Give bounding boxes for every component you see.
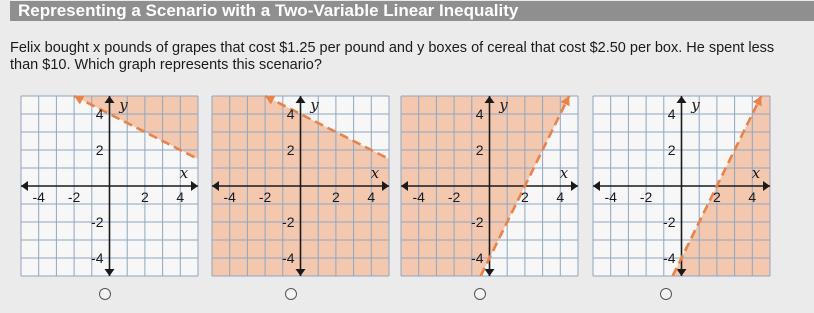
graph-option-4 (589, 92, 774, 280)
y-tick-label: -2 (91, 214, 104, 230)
y-axis-label: y (499, 96, 508, 114)
x-axis-label: x (559, 164, 569, 182)
x-tick-label: 2 (332, 189, 340, 205)
y-tick-label: 4 (475, 106, 484, 122)
y-tick-label: 4 (95, 106, 104, 122)
graph-svg-1 (17, 92, 202, 280)
x-tick-label: 2 (521, 189, 529, 205)
x-tick-label: -2 (258, 189, 272, 205)
y-tick-label: -4 (471, 250, 484, 266)
x-tick-label: -2 (639, 189, 653, 205)
x-tick-label: -2 (447, 189, 461, 205)
x-tick-label: -4 (412, 189, 425, 205)
x-axis-label: x (179, 164, 189, 182)
y-axis-label: y (310, 96, 319, 114)
x-tick-label: -4 (604, 189, 617, 205)
x-tick-label: 2 (141, 189, 149, 205)
x-tick-label: -4 (32, 189, 45, 205)
page-title: Representing a Scenario with a Two-Variable Linear Inequality (10, 1, 814, 21)
answer-radio-4[interactable] (660, 288, 672, 300)
x-tick-label: 4 (748, 189, 757, 205)
x-tick-label: 4 (176, 189, 185, 205)
graph-option-2 (208, 92, 393, 280)
x-tick-label: -4 (223, 189, 236, 205)
y-tick-label: -2 (471, 214, 484, 230)
y-tick-label: 2 (475, 142, 484, 158)
graph-option-1 (17, 92, 202, 280)
y-tick-label: 2 (667, 142, 676, 158)
graph-svg-4 (589, 92, 774, 280)
y-axis-label: y (119, 96, 128, 114)
answer-radio-3[interactable] (474, 288, 486, 300)
x-axis-label: x (751, 164, 761, 182)
y-axis-label: y (691, 96, 700, 114)
y-tick-label: 2 (95, 142, 104, 158)
x-tick-label: 4 (556, 189, 565, 205)
graph-svg-3 (397, 92, 582, 280)
y-tick-label: -2 (663, 214, 676, 230)
answer-radio-2[interactable] (285, 288, 297, 300)
y-tick-label: 4 (286, 106, 295, 122)
graph-svg-2 (208, 92, 393, 280)
x-axis-label: x (370, 164, 380, 182)
question-text: Felix bought x pounds of grapes that cost $1.25 per pound and y boxes of cereal that cost $2.50 per box. He spent less than $10. Which graph represents this scenario? (10, 40, 775, 73)
y-tick-label: -2 (282, 214, 295, 230)
y-tick-label: 4 (667, 106, 676, 122)
x-tick-label: -2 (67, 189, 81, 205)
y-tick-label: -4 (282, 250, 295, 266)
x-tick-label: 2 (713, 189, 721, 205)
y-tick-label: -4 (91, 250, 104, 266)
x-tick-label: 4 (367, 189, 376, 205)
graph-option-3 (397, 92, 582, 280)
y-tick-label: 2 (286, 142, 295, 158)
answer-radio-1[interactable] (99, 288, 111, 300)
y-tick-label: -4 (663, 250, 676, 266)
